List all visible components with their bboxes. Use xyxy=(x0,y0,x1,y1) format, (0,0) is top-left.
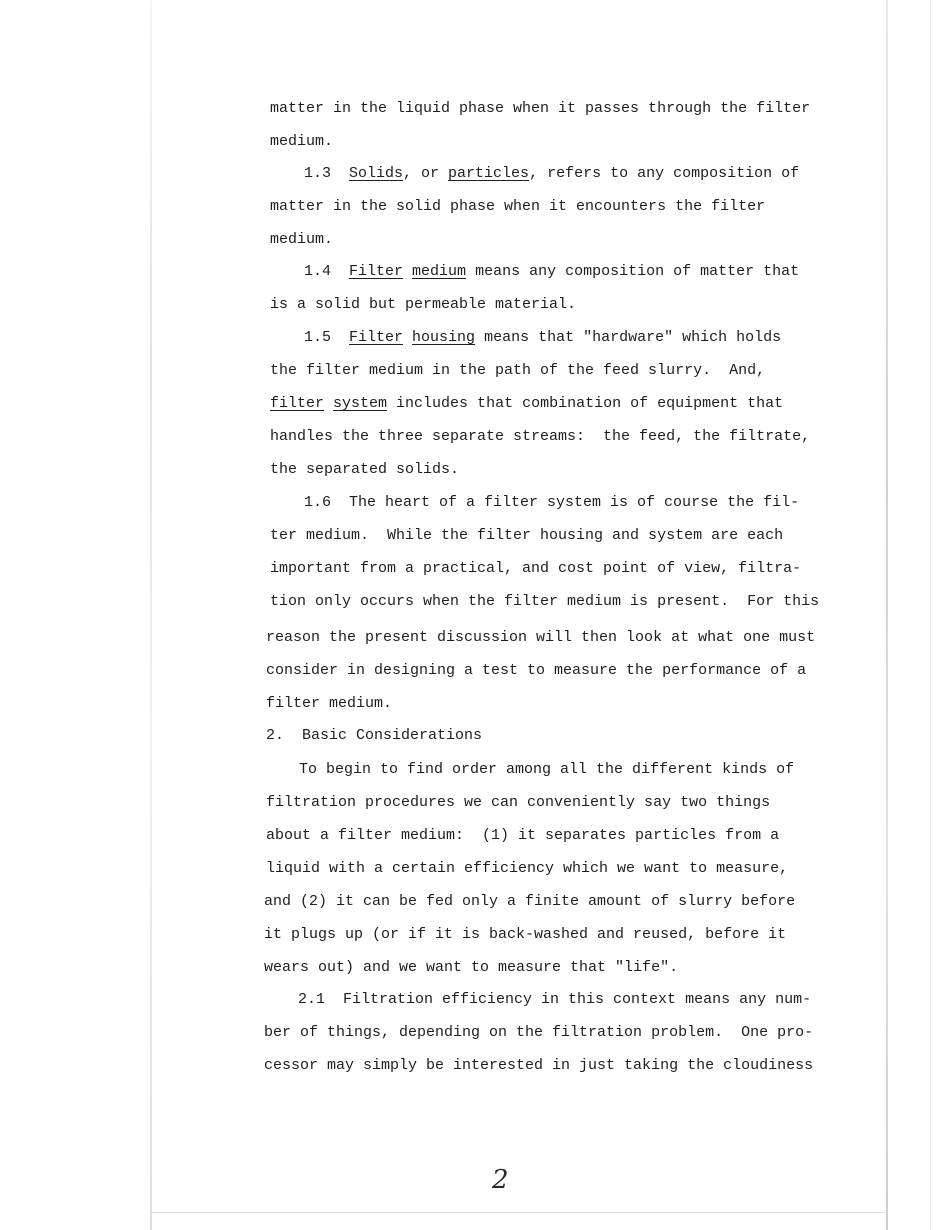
text-line xyxy=(270,230,333,250)
underlined-term: housing xyxy=(412,329,476,346)
text-run: matter in the solid phase when it encounters the filter xyxy=(270,198,766,215)
page-number: 2 xyxy=(492,1165,509,1195)
text-run: , or xyxy=(403,165,449,182)
text-line xyxy=(304,164,799,184)
text-run: matter in the liquid phase when it passes through the filter xyxy=(270,100,811,117)
text-line xyxy=(264,1056,813,1076)
text-run: medium. xyxy=(270,133,334,150)
scan-edge-right xyxy=(886,0,888,1230)
text-line xyxy=(266,628,815,648)
scan-edge-bottom xyxy=(150,1212,888,1213)
text-line xyxy=(270,295,576,315)
text-line xyxy=(270,197,765,217)
text-line xyxy=(266,859,788,879)
text-run: is a solid but permeable material. xyxy=(270,296,577,313)
text-run: it plugs up (or if it is back-washed and reused, before it xyxy=(264,926,787,943)
text-run: includes that combination of equipment that xyxy=(387,395,784,412)
underlined-term: Solids xyxy=(349,165,404,182)
text-line xyxy=(266,661,806,681)
text-run: the filter medium in the path of the feed slurry. And, xyxy=(270,362,766,379)
text-line xyxy=(264,925,786,945)
text-run: , refers to any composition of xyxy=(529,165,800,182)
text-run: 2.1 Filtration efficiency in this context means any num- xyxy=(298,991,812,1008)
text-run: 1.3 xyxy=(304,165,350,182)
text-run: ber of things, depending on the filtration problem. One pro- xyxy=(264,1024,814,1041)
text-run: important from a practical, and cost point of view, filtra- xyxy=(270,560,802,577)
text-run: means that "hardware" which holds xyxy=(475,329,782,346)
text-line xyxy=(266,826,779,846)
underlined-term: particles xyxy=(448,165,530,182)
text-run: tion only occurs when the filter medium is present. For this xyxy=(270,593,820,610)
text-line xyxy=(270,526,783,546)
underlined-term: Filter xyxy=(349,329,404,346)
scan-edge-left xyxy=(150,0,152,1230)
underlined-term: Filter xyxy=(349,263,404,280)
text-run: 1.4 xyxy=(304,263,350,280)
text-run: filter medium. xyxy=(266,695,393,712)
text-run: 1.6 The heart of a filter system is of course the fil- xyxy=(304,494,800,511)
text-line xyxy=(266,793,770,813)
text-run: To begin to find order among all the different kinds of xyxy=(299,761,795,778)
text-line xyxy=(270,394,783,414)
text-run xyxy=(324,395,333,412)
text-run: ter medium. While the filter housing and system are each xyxy=(270,527,784,544)
text-run: means any composition of matter that xyxy=(466,263,800,280)
text-line xyxy=(270,427,810,447)
text-line xyxy=(264,1023,813,1043)
text-line xyxy=(270,361,765,381)
text-line xyxy=(266,726,482,746)
scan-edge-right-outer xyxy=(930,0,931,1230)
text-line xyxy=(264,892,795,912)
text-run: filtration procedures we can conveniently say two things xyxy=(266,794,771,811)
text-line xyxy=(270,592,819,612)
text-run: consider in designing a test to measure the performance of a xyxy=(266,662,807,679)
text-run: handles the three separate streams: the feed, the filtrate, xyxy=(270,428,811,445)
text-line xyxy=(304,262,799,282)
text-line xyxy=(270,559,801,579)
text-run: cessor may simply be interested in just taking the cloudiness xyxy=(264,1057,814,1074)
text-line xyxy=(270,99,810,119)
text-run: medium. xyxy=(270,231,334,248)
text-run xyxy=(403,329,412,346)
text-line xyxy=(270,132,333,152)
underlined-term: system xyxy=(333,395,388,412)
text-run: 2. Basic Considerations xyxy=(266,727,483,744)
text-line xyxy=(270,460,459,480)
underlined-term: filter xyxy=(270,395,325,412)
text-line xyxy=(266,694,392,714)
text-run: 1.5 xyxy=(304,329,350,346)
text-line xyxy=(299,760,794,780)
text-run: reason the present discussion will then look at what one must xyxy=(266,629,816,646)
text-line xyxy=(264,958,678,978)
text-run xyxy=(403,263,412,280)
underlined-term: medium xyxy=(412,263,467,280)
text-run: about a filter medium: (1) it separates particles from a xyxy=(266,827,780,844)
text-run: wears out) and we want to measure that "life". xyxy=(264,959,679,976)
text-line xyxy=(298,990,811,1010)
text-line xyxy=(304,493,799,513)
text-run: liquid with a certain efficiency which we want to measure, xyxy=(266,860,789,877)
text-run: the separated solids. xyxy=(270,461,460,478)
text-run: and (2) it can be fed only a finite amount of slurry before xyxy=(264,893,796,910)
text-line xyxy=(304,328,781,348)
